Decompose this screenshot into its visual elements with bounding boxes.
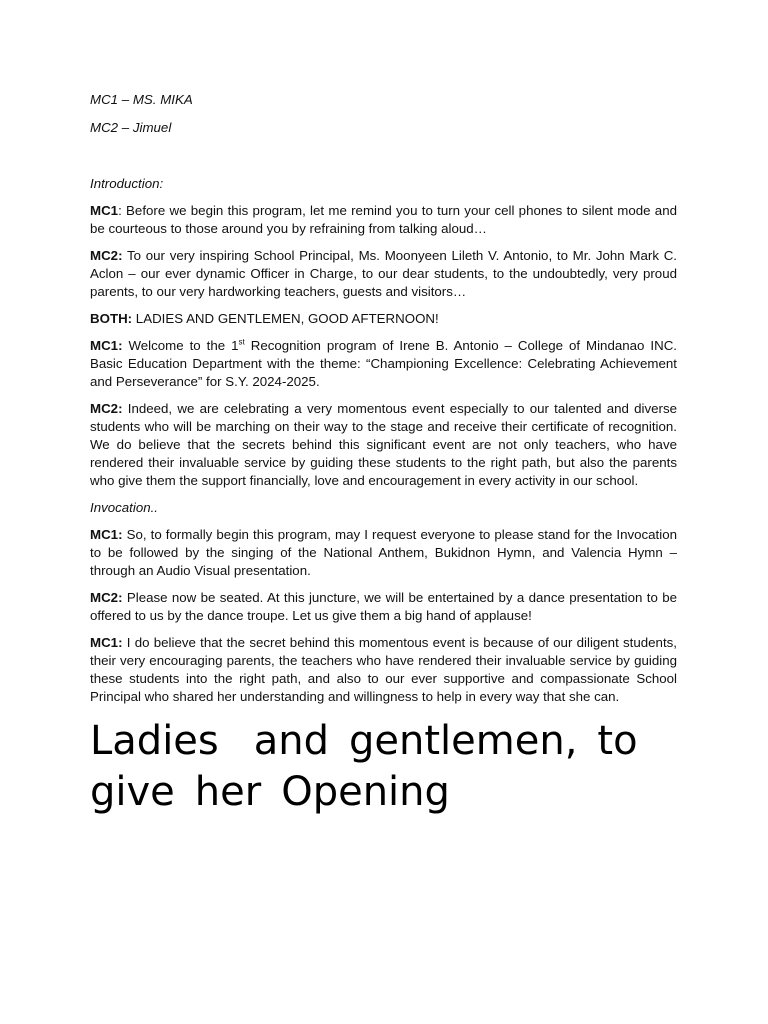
speaker-label: MC1: (90, 527, 123, 542)
script-paragraph-both-greeting (90, 310, 677, 328)
speaker-label: MC2: (90, 248, 123, 263)
ordinal-superscript: st (238, 337, 245, 347)
script-paragraph-mc2-celebration (90, 400, 677, 490)
large-word: her (194, 769, 262, 815)
large-word: give (90, 769, 175, 815)
large-word: Ladies (90, 718, 219, 764)
paragraph-text: To our very inspiring School Principal, Ms. Moonyeen Lileth V. Antonio, to Mr. John Mark C. Aclon – our ever dynamic Officer in Charge, to our dear students, to the undoubtedly, very proud parents, to our very hardworking teachers, guests and visitors… (90, 248, 677, 299)
speaker-label: MC2: (90, 590, 123, 605)
speaker-label: MC1: (90, 338, 123, 353)
script-paragraph-mc1-intro (90, 202, 677, 238)
paragraph-text: : Before we begin this program, let me remind you to turn your cell phones to silent mode and be courteous to those around you by refraining from talking aloud… (90, 203, 677, 236)
invocation-label: Invocation.. (90, 500, 159, 515)
paragraph-text: LADIES AND GENTLEMEN, GOOD AFTERNOON! (132, 311, 439, 326)
large-word: to (597, 718, 638, 764)
script-paragraph-mc2-greeting (90, 247, 677, 301)
paragraph-text: Please now be seated. At this juncture, we will be entertained by a dance presentation to be offered to us by the dance troupe. Let us give them a big hand of applause! (90, 590, 677, 623)
script-paragraph-mc1-secret (90, 634, 677, 706)
script-paragraph-mc2-dance (90, 589, 677, 625)
speaker-label: MC1: (90, 635, 123, 650)
closing-large-text (90, 716, 677, 818)
document-page (90, 91, 677, 818)
paragraph-text: Indeed, we are celebrating a very momentous event especially to our talented and diverse students who will be marching on their way to the stage and receive their certificate of recognition. We do believe that the secrets behind this significant event are not only teachers, who have rendered their invaluable service by guiding these students to the right path, but also the parents who give them the support financially, love and encouragement in every activity in our school. (90, 401, 677, 488)
large-word: Opening (281, 769, 450, 815)
paragraph-text: Recognition program of Irene B. Antonio – College of Mindanao INC. Basic Education Department with the theme: “Championing Excellence: Celebrating Achievement and Perseverance” for S.Y. 2024-2025. (90, 338, 677, 389)
mc1-assignment: MC1 – MS. MIKA (90, 92, 193, 107)
large-word: gentlemen, (349, 718, 578, 764)
large-word: and (253, 718, 330, 764)
mc2-assignment: MC2 – Jimuel (90, 120, 172, 135)
speaker-label: MC2: (90, 401, 123, 416)
paragraph-text: I do believe that the secret behind this momentous event is because of our diligent students, their very encouraging parents, the teachers who have rendered their invaluable service by guiding these students into the right path, and also to our ever supportive and compassionate School Principal who shared her understanding and willingness to help in every way that she can. (90, 635, 677, 704)
paragraph-text: So, to formally begin this program, may I request everyone to please stand for the Invocation to be followed by the singing of the National Anthem, Bukidnon Hymn, and Valencia Hymn – through an Audio Visual presentation. (90, 527, 677, 578)
speaker-label: BOTH: (90, 311, 133, 326)
introduction-label: Introduction: (90, 176, 164, 191)
speaker-label: MC1 (90, 203, 119, 218)
paragraph-text: Welcome to the 1 (122, 338, 239, 353)
script-paragraph-mc1-invocation (90, 526, 677, 580)
script-paragraph-mc1-welcome (90, 337, 677, 391)
